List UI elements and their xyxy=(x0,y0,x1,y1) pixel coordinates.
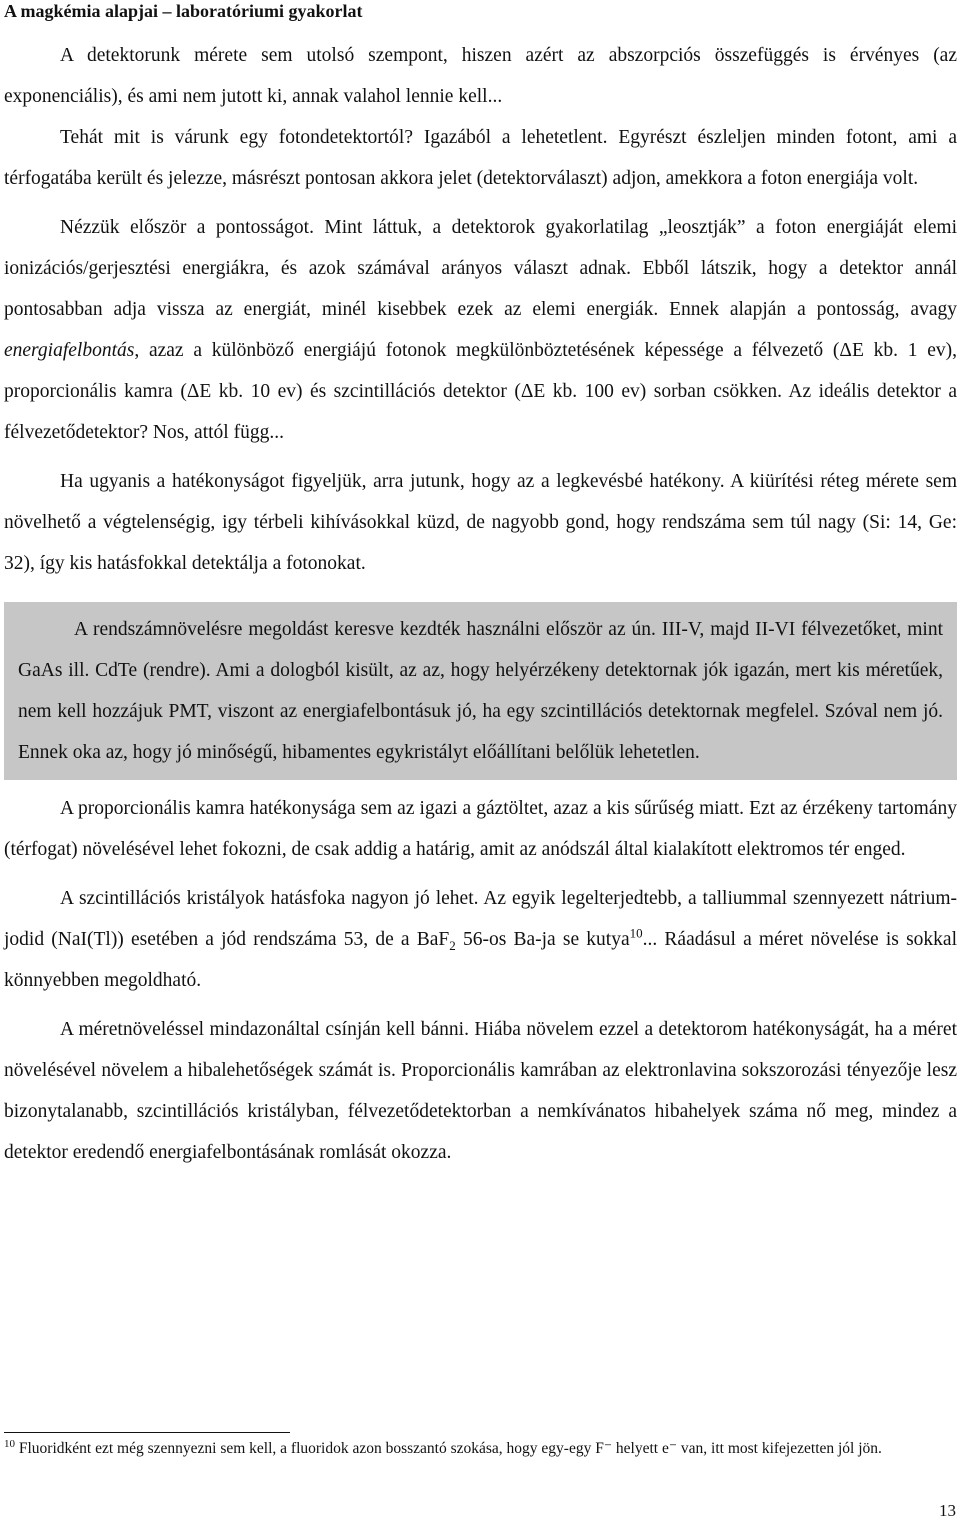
footnote-separator xyxy=(4,1432,290,1433)
paragraph-scintillation-part3: ... Ráadásul a méret növelése is sokkal könnyebben megoldható. xyxy=(4,929,957,991)
footnote xyxy=(4,1438,957,1460)
paragraph-accuracy-part2: , azaz a különböző energiájú fotonok megkülönböztetésének képessége a félvezető (ΔE kb. 1 ev), proporcionális kamra (ΔE kb. 10 ev) és szcintillációs detektor (ΔE kb. 100 ev) sorban csökken. Az ideális detektor a félvezetődetektor? Nos, attól függ... xyxy=(4,340,957,443)
paragraph-scintillation-part2: 56-os Ba-ja se kutya xyxy=(455,929,630,950)
footnote-text: Fluoridként ezt még szennyezni sem kell, a fluoridok azon bosszantó szokása, hogy egy-egy F⁻ helyett e⁻ van, itt most kifejezetten jól jön. xyxy=(18,1440,882,1457)
running-head-title: A magkémia alapjai – laboratóriumi gyakorlat xyxy=(4,1,363,21)
paragraph-scintillation xyxy=(4,878,957,1001)
document-body xyxy=(4,35,957,1173)
paragraph-size-increase: A méretnöveléssel mindazonáltal csínján kell bánni. Hiába növelem ezzel a detektorom hatékonyságát, ha a méret növelésével növelem a hibalehetőségek számát is. Proporcionális kamrában az elektronlavina sokszorozási tényezője lesz bizonytalanabb, szcintillációs kristályban, félvezetődetektorban a nemkívánatos hibahelyek száma nő meg, mindez a detektor eredendő energiafelbontásának romlását okozza. xyxy=(4,1019,957,1163)
page-number: 13 xyxy=(939,1501,956,1520)
energy-resolution-term: energiafelbontás xyxy=(4,340,135,361)
footnote-reference: 10 xyxy=(629,925,643,941)
footnote-marker: 10 xyxy=(4,1437,15,1450)
paragraph-scintillation-part1: A szcintillációs kristályok hatásfoka nagyon jó lehet. Az egyik legelterjedtebb, a talliummal szennyezett nátrium-jodid (NaI(Tl)) esetében a jód rendszáma 53, de a BaF xyxy=(4,888,957,950)
paragraph-accuracy xyxy=(4,207,957,453)
paragraph-proportional-chamber: A proporcionális kamra hatékonysága sem az igazi a gáztöltet, azaz a kis sűrűség miatt. Ezt az érzékeny tartomány (térfogat) növelésével lehet fokozni, de csak addig a határig, amit az anódszál által kialakított elektromos tér enged. xyxy=(4,798,957,860)
shaded-box xyxy=(4,602,957,780)
paragraph-compound-semiconductors: A rendszámnövelésre megoldást keresve kezdték használni először az ún. III-V, majd II-VI félvezetőket, mint GaAs ill. CdTe (rendre). Ami a dologból kisült, az az, hogy helyérzékeny detektornak jók igazán, mert kis méretűek, nem kell hozzájuk PMT, viszont az energiafelbontásuk jó, ha egy szcintillációs detektornak megfelel. Szóval nem jó. Ennek oka az, hogy jó minőségű, hibamentes egykristályt előállítani belőlük lehetetlen. xyxy=(18,619,943,763)
paragraph-detector-size: A detektorunk mérete sem utolsó szempont, hiszen azért az abszorpciós összefüggés is érvényes (az exponenciális), és ami nem jutott ki, annak valahol lennie kell... xyxy=(4,45,957,107)
subscript-2: 2 xyxy=(449,937,456,953)
paragraph-efficiency: Ha ugyanis a hatékonyságot figyeljük, arra jutunk, hogy az a legkevésbé hatékony. A kiürítési réteg mérete sem növelhető a végtelenségig, igy térbeli kihívásokkal küzd, de nagyobb gond, hogy rendszáma sem túl nagy (Si: 14, Ge: 32), így kis hatásfokkal detektálja a fotonokat. xyxy=(4,471,957,574)
paragraph-expectations: Tehát mit is várunk egy fotondetektortól? Igazából a lehetetlent. Egyrészt észleljen minden fotont, ami a térfogatába került és jelezze, másrészt pontosan akkora jelet (detektorválaszt) adjon, amekkora a foton energiája volt. xyxy=(4,127,957,189)
paragraph-accuracy-part1: Nézzük először a pontosságot. Mint láttuk, a detektorok gyakorlatilag „leosztják” a foton energiáját elemi ionizációs/gerjesztési energiákra, és azok számával arányos választ adnak. Ebből látszik, hogy a detektor annál pontosabban adja vissza az energiát, minél kisebbek ezek az elemi energiák. Ennek alapján a pontosság, avagy xyxy=(4,217,957,320)
